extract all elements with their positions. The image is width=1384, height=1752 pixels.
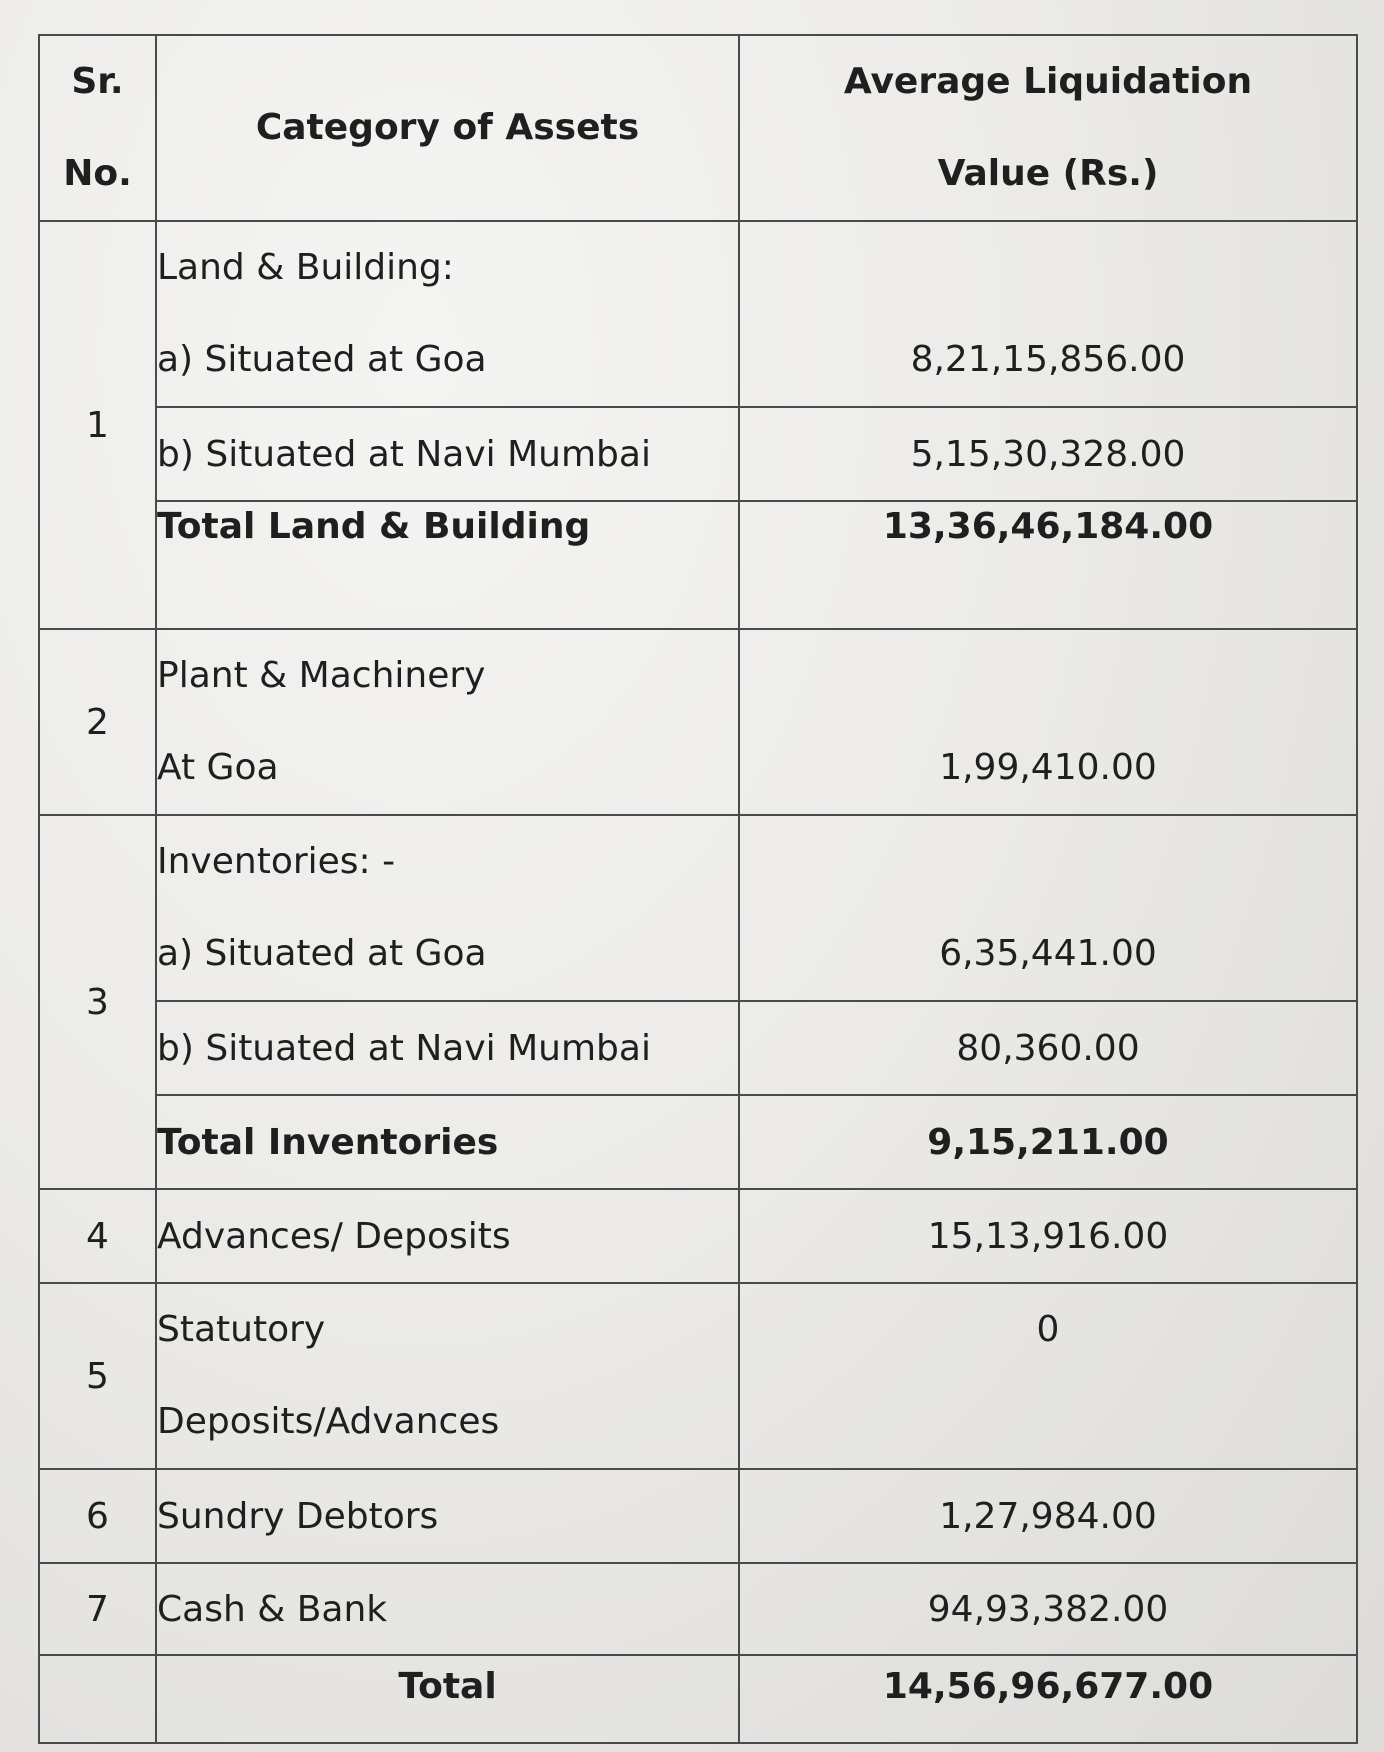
- value-cell: [739, 221, 1357, 407]
- header-value: [739, 35, 1357, 221]
- land-building-heading: Land & Building:: [157, 247, 454, 288]
- category-cell: b) Situated at Navi Mumbai: [156, 1001, 739, 1095]
- category-cell: [156, 815, 739, 1001]
- total-land-value: 13,36,46,184.00: [739, 501, 1357, 629]
- total-land-label: Total Land & Building: [156, 501, 739, 629]
- total-inventories-label: Total Inventories: [156, 1095, 739, 1189]
- grand-total-value: 14,56,96,677.00: [739, 1655, 1357, 1743]
- sr-cell: 4: [39, 1189, 156, 1283]
- category-cell: [156, 1283, 739, 1469]
- value-cell: [739, 1283, 1357, 1469]
- inventories-heading: Inventories: -: [157, 841, 396, 882]
- header-sr-line2: No.: [63, 153, 132, 194]
- plant-machinery-heading: Plant & Machinery: [157, 655, 486, 696]
- table-row: [39, 1563, 1357, 1655]
- table-row: [39, 1189, 1357, 1283]
- sr-cell: 5: [39, 1283, 156, 1469]
- table-header-row: [39, 35, 1357, 221]
- table-row: [39, 1001, 1357, 1095]
- table-row: [39, 221, 1357, 407]
- header-category: [156, 35, 739, 221]
- value-cell: 15,13,916.00: [739, 1189, 1357, 1283]
- land-goa-value: 8,21,15,856.00: [910, 339, 1186, 380]
- grand-total-label: Total: [156, 1655, 739, 1743]
- table-row: [39, 1469, 1357, 1563]
- sr-cell: 6: [39, 1469, 156, 1563]
- header-sr-line1: Sr.: [71, 61, 124, 102]
- category-cell: Sundry Debtors: [156, 1469, 739, 1563]
- table-row-grand-total: [39, 1655, 1357, 1743]
- sr-cell: 3: [39, 815, 156, 1189]
- value-cell: [739, 629, 1357, 815]
- category-cell: [156, 221, 739, 407]
- sr-cell: 1: [39, 221, 156, 629]
- table-row: [39, 501, 1357, 629]
- plant-goa-label: At Goa: [157, 747, 279, 788]
- inventories-goa-value: 6,35,441.00: [939, 933, 1157, 974]
- sr-cell: 7: [39, 1563, 156, 1655]
- value-cell: 1,27,984.00: [739, 1469, 1357, 1563]
- header-category-text: Category of Assets: [255, 107, 640, 148]
- table-row: [39, 1283, 1357, 1469]
- value-cell: 80,360.00: [739, 1001, 1357, 1095]
- asset-valuation-table: [38, 34, 1358, 1744]
- land-goa-label: a) Situated at Goa: [157, 339, 487, 380]
- category-cell: b) Situated at Navi Mumbai: [156, 407, 739, 501]
- sr-cell: 2: [39, 629, 156, 815]
- sr-cell-empty: [39, 1655, 156, 1743]
- plant-goa-value: 1,99,410.00: [939, 747, 1157, 788]
- inventories-goa-label: a) Situated at Goa: [157, 933, 487, 974]
- header-sr-no: [39, 35, 156, 221]
- header-value-line2: Value (Rs.): [937, 153, 1159, 194]
- category-cell: Cash & Bank: [156, 1563, 739, 1655]
- value-cell: 5,15,30,328.00: [739, 407, 1357, 501]
- table-row: [39, 407, 1357, 501]
- value-cell: [739, 815, 1357, 1001]
- table-row: [39, 1095, 1357, 1189]
- table-row: [39, 629, 1357, 815]
- value-cell: 94,93,382.00: [739, 1563, 1357, 1655]
- statutory-value: 0: [1036, 1309, 1060, 1350]
- table-row: [39, 815, 1357, 1001]
- category-cell: Advances/ Deposits: [156, 1189, 739, 1283]
- category-cell: [156, 629, 739, 815]
- statutory-label-line2: Deposits/Advances: [157, 1401, 500, 1442]
- statutory-label-line1: Statutory: [157, 1309, 326, 1350]
- header-value-line1: Average Liquidation: [843, 61, 1253, 102]
- total-inventories-value: 9,15,211.00: [739, 1095, 1357, 1189]
